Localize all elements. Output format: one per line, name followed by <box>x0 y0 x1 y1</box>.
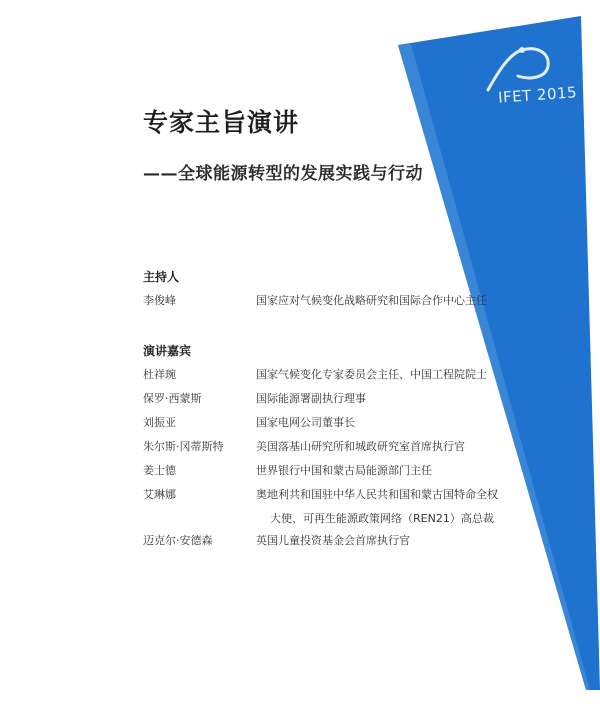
speaker-row <box>143 532 523 550</box>
speaker-role: 国际能源署副执行理事 <box>256 392 366 405</box>
speaker-role-continuation: 大使、可再生能源政策网络（REN21）高总裁 <box>270 512 494 525</box>
speaker-name: 姜士德 <box>143 464 176 477</box>
host-name: 李俊峰 <box>143 294 176 307</box>
speaker-role: 世界银行中国和蒙古局能源部门主任 <box>256 464 432 477</box>
speaker-name: 杜祥琬 <box>143 368 176 381</box>
speaker-name: 朱尔斯·冈蒂斯特 <box>143 440 224 453</box>
speaker-role: 奥地利共和国驻中华人民共和国和蒙古国特命全权 <box>256 488 498 501</box>
logo-text: IFET 2015 <box>497 83 578 107</box>
host-role: 国家应对气候变化战略研究和国际合作中心主任 <box>256 294 487 307</box>
speaker-role: 国家气候变化专家委员会主任、中国工程院院士 <box>256 368 487 381</box>
speakers-heading: 演讲嘉宾 <box>143 344 192 358</box>
speaker-row <box>143 486 523 504</box>
page-subtitle: ——全球能源转型的发展实践与行动 <box>143 164 423 184</box>
page-title: 专家主旨演讲 <box>143 108 300 137</box>
speaker-role: 国家电网公司董事长 <box>256 416 355 429</box>
speaker-role: 美国落基山研究所和城政研究室首席执行官 <box>256 440 465 453</box>
speaker-row <box>143 462 523 480</box>
host-heading: 主持人 <box>143 270 180 284</box>
speaker-name: 刘振亚 <box>143 416 176 429</box>
speaker-row <box>143 366 523 384</box>
speaker-row <box>143 438 523 456</box>
speaker-role: 英国儿童投资基金会首席执行官 <box>256 534 410 547</box>
speaker-name: 保罗·西蒙斯 <box>143 392 202 405</box>
speaker-row <box>143 390 523 408</box>
speaker-row <box>143 414 523 432</box>
host-row <box>143 292 523 310</box>
speaker-name: 艾琳娜 <box>143 488 176 501</box>
speaker-name: 迈克尔·安德森 <box>143 534 213 547</box>
